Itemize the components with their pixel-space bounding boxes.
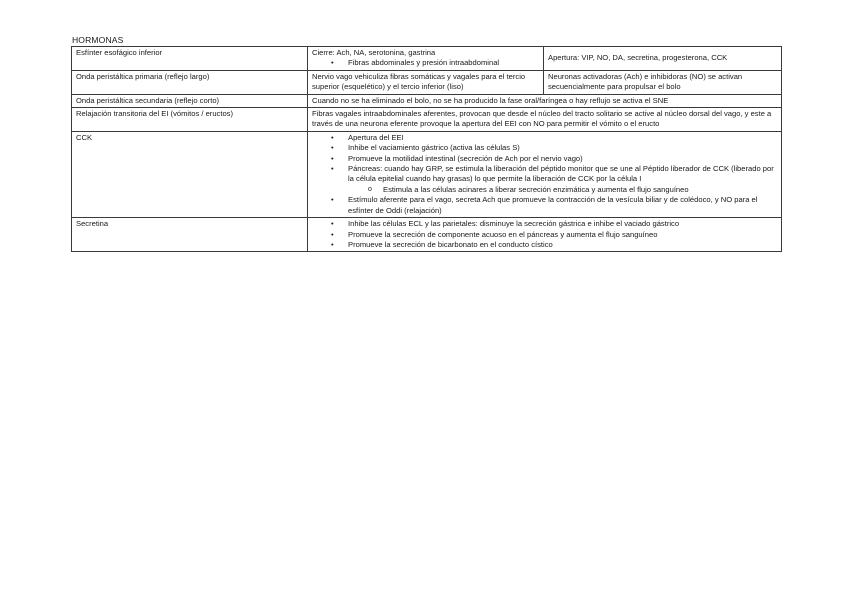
sub-bullet-list bbox=[312, 185, 778, 195]
table-cell bbox=[308, 131, 782, 217]
bullet-list bbox=[312, 133, 778, 185]
table-cell: Cuando no se ha eliminado el bolo, no se ha producido la fase oral/faríngea o hay reflujo se activa el SNE bbox=[308, 94, 782, 107]
table-cell bbox=[308, 218, 782, 252]
bullet-list bbox=[312, 195, 778, 216]
table-row bbox=[72, 70, 782, 94]
table-cell: Neuronas activadoras (Ach) e inhibidoras (NO) se activan secuencialmente para propulsar el bolo bbox=[544, 70, 782, 94]
row-label: Esfínter esofágico inferior bbox=[72, 47, 308, 71]
bullet-item: • Fibras abdominales y presión intraabdominal bbox=[312, 58, 540, 68]
table-cell: Nervio vago vehiculiza fibras somáticas y vagales para el tercio superior (esquelético) y el tercio inferior (liso) bbox=[308, 70, 544, 94]
opening-cell: Apertura: VIP, NO, DA, secretina, progesterona, CCK bbox=[544, 47, 782, 71]
row-label: Secretina bbox=[72, 218, 308, 252]
sub-bullet-item: o Estimula a las células acinares a liberar secreción enzimática y aumenta el flujo sanguíneo bbox=[312, 185, 778, 195]
row-label: Onda peristáltica primaria (reflejo largo) bbox=[72, 70, 308, 94]
bullet-item: • Promueve la motilidad intestinal (secreción de Ach por el nervio vago) bbox=[312, 154, 778, 164]
row-label: Relajación transitoria del EI (vómitos / eructos) bbox=[72, 108, 308, 132]
row-label: Onda peristáltica secundaria (reflejo corto) bbox=[72, 94, 308, 107]
closing-cell bbox=[308, 47, 544, 71]
bullet-list bbox=[312, 58, 540, 68]
bullet-item: • Páncreas: cuando hay GRP, se estimula la liberación del péptido monitor que se une al Péptido liberador de CCK (liberado por la célula epitelial cuando hay grasas) lo que permite la liberación de CCK por la célula I bbox=[312, 164, 778, 185]
bullet-item: • Promueve la secreción de bicarbonato en el conducto cístico bbox=[312, 240, 778, 250]
table-row bbox=[72, 47, 782, 71]
row-label: CCK bbox=[72, 131, 308, 217]
bullet-item: • Inhibe las células ECL y las parietales: disminuye la secreción gástrica e inhibe el vaciado gástrico bbox=[312, 219, 778, 229]
bullet-list bbox=[312, 219, 778, 250]
table-row bbox=[72, 218, 782, 252]
bullet-item: • Promueve la secreción de componente acuoso en el páncreas y aumenta el flujo sanguíneo bbox=[312, 230, 778, 240]
closing-text: Cierre: Ach, NA, serotonina, gastrina bbox=[312, 48, 436, 57]
table-cell: Fibras vagales intraabdominales aferentes, provocan que desde el núcleo del tracto solitario se active al núcleo dorsal del vago, y este a través de una neurona eferente provoque la apertura del EEI con NO para permitir el vómito o el eructo bbox=[308, 108, 782, 132]
bullet-item: • Estímulo aferente para el vago, secreta Ach que promueve la contracción de la vesícula biliar y de colédoco, y NO para el esfínter de Oddi (relajación) bbox=[312, 195, 778, 216]
bullet-item: • Inhibe el vaciamiento gástrico (activa las células S) bbox=[312, 143, 778, 153]
document-title: HORMONAS bbox=[72, 35, 124, 45]
table-row bbox=[72, 94, 782, 107]
table-row bbox=[72, 108, 782, 132]
bullet-item: • Apertura del EEI bbox=[312, 133, 778, 143]
hormones-table bbox=[71, 46, 782, 252]
table-row bbox=[72, 131, 782, 217]
